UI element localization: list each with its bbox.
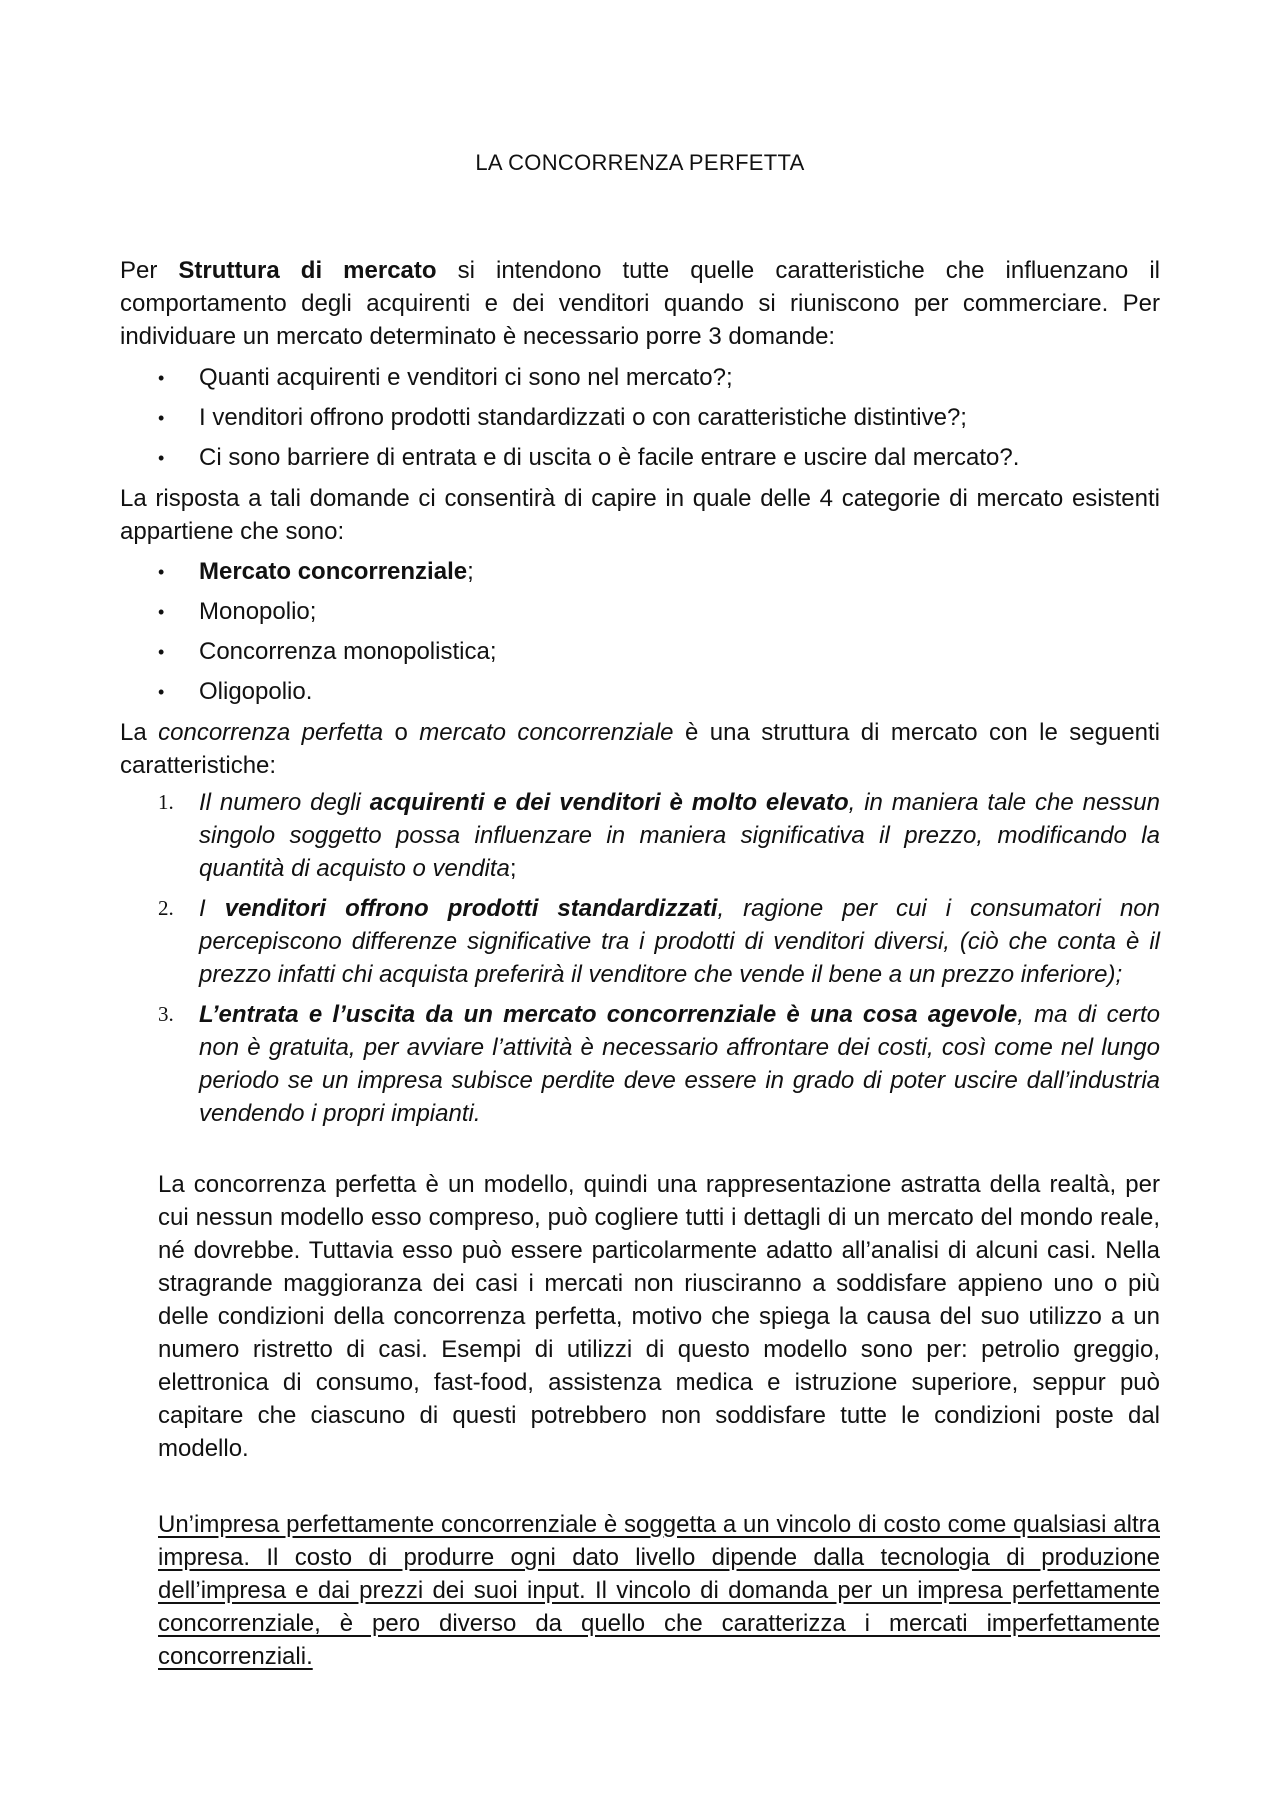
bullet-icon: • xyxy=(158,642,165,662)
category-text: Oligopolio. xyxy=(199,678,313,705)
document-title: LA CONCORRENZA PERFETTA xyxy=(475,150,805,175)
definition-text: è una struttura di mercato con le seguenti caratteristiche: xyxy=(120,719,1160,779)
bullet-icon: • xyxy=(158,368,165,388)
item-number: 3. xyxy=(158,1002,174,1026)
definition-italic: concorrenza perfetta xyxy=(158,719,384,746)
list-item xyxy=(120,438,1160,478)
list-item xyxy=(120,672,1160,712)
definition-paragraph xyxy=(120,716,1160,782)
bullet-icon: • xyxy=(158,562,165,582)
answer-paragraph: La risposta a tali domande ci consentirà di capire in quale delle 4 categorie di mercato esistenti appartiene che sono: xyxy=(120,485,1160,545)
item-number: 1. xyxy=(158,790,174,814)
feature-bold: venditori offrono prodotti standardizzati xyxy=(224,895,718,922)
bullet-icon: • xyxy=(158,408,165,428)
underlined-paragraph: Un’impresa perfettamente concorrenziale è soggetta a un vincolo di costo come qualsiasi altra impresa. Il costo di produrre ogni dato livello dipende dalla tecnologia di produzione dell’impresa e dai prezzi dei suoi input. Il vincolo di domanda per un impresa perfettamente concorrenziale, è pero diverso da quello che caratterizza i mercati imperfettamente concorrenziali. xyxy=(158,1511,1160,1670)
feature-bold: acquirenti e dei venditori è molto elevato xyxy=(369,789,849,816)
category-text: Concorrenza monopolistica; xyxy=(199,638,497,665)
list-item xyxy=(120,632,1160,672)
features-list xyxy=(120,786,1160,1137)
question-text: Ci sono barriere di entrata e di uscita o è facile entrare e uscire dal mercato?. xyxy=(199,444,1020,471)
categories-list xyxy=(120,552,1160,712)
definition-italic: mercato concorrenziale xyxy=(419,719,674,746)
intro-prefix: Per xyxy=(120,257,179,284)
intro-paragraph xyxy=(120,254,1160,353)
feature-text: , ma di certo non è gratuita, per avviare l’attività è necessario affrontare dei costi, così come nel lungo periodo se un impresa subisce perdite deve essere in grado di poter uscire dall’industria vendendo i propri impianti. xyxy=(199,1001,1161,1127)
intro-bold-term: Struttura di mercato xyxy=(178,257,437,284)
list-item xyxy=(120,398,1160,438)
list-item xyxy=(120,592,1160,632)
model-paragraph: La concorrenza perfetta è un modello, quindi una rappresentazione astratta della realtà, per cui nessun modello esso compreso, può cogliere tutti i dettagli di un mercato del mondo reale, né dovrebbe. Tuttavia esso può essere particolarmente adatto all’analisi di alcuni casi. Nella stragrande maggioranza dei casi i mercati non riusciranno a soddisfare appieno uno o più delle condizioni della concorrenza perfetta, motivo che spiega la causa del suo utilizzo a un numero ristretto di casi. Esempi di utilizzi di questo modello sono per: petrolio greggio, elettronica di consumo, fast-food, assistenza medica e istruzione superiore, seppur può capitare che ciascuno di questi potrebbero non soddisfare tutte le condizioni poste dal modello. xyxy=(158,1171,1160,1462)
definition-text: La xyxy=(120,719,159,746)
feature-tail: ; xyxy=(509,855,517,882)
feature-text: , ragione per cui i consumatori non percepiscono differenze significative tra i prodotti di venditori diversi, (ciò che conta è il prezzo infatti chi acquista preferirà il venditore che vende il bene a un prezzo inferiore); xyxy=(199,895,1160,988)
list-item xyxy=(120,786,1160,885)
bullet-icon: • xyxy=(158,602,165,622)
category-text: Monopolio; xyxy=(199,598,317,625)
questions-list xyxy=(120,358,1160,478)
feature-bold: L’entrata e l’uscita da un mercato concorrenziale è una cosa agevole xyxy=(199,1001,1018,1028)
feature-text: Il numero degli xyxy=(199,789,370,816)
question-text: I venditori offrono prodotti standardizzati o con caratteristiche distintive?; xyxy=(199,404,967,431)
question-text: Quanti acquirenti e venditori ci sono nel mercato?; xyxy=(199,364,733,391)
feature-text: , in maniera tale che nessun singolo soggetto possa influenzare in maniera significativa il prezzo, modificando la quantità di acquisto o vendita xyxy=(199,789,1160,882)
list-item xyxy=(120,358,1160,398)
category-bold: Mercato concorrenziale xyxy=(199,558,468,585)
category-suffix: ; xyxy=(467,558,474,585)
bullet-icon: • xyxy=(158,448,165,468)
list-item xyxy=(120,892,1160,991)
bullet-icon: • xyxy=(158,682,165,702)
list-item xyxy=(120,552,1160,592)
intro-rest: si intendono tutte quelle caratteristiche che influenzano il comportamento degli acquirenti e dei venditori quando si riuniscono per commerciare. Per individuare un mercato determinato è necessario porre 3 domande: xyxy=(120,257,1160,350)
definition-text: o xyxy=(383,719,420,746)
list-item xyxy=(120,998,1160,1130)
item-number: 2. xyxy=(158,896,174,920)
feature-text: I xyxy=(199,895,225,922)
